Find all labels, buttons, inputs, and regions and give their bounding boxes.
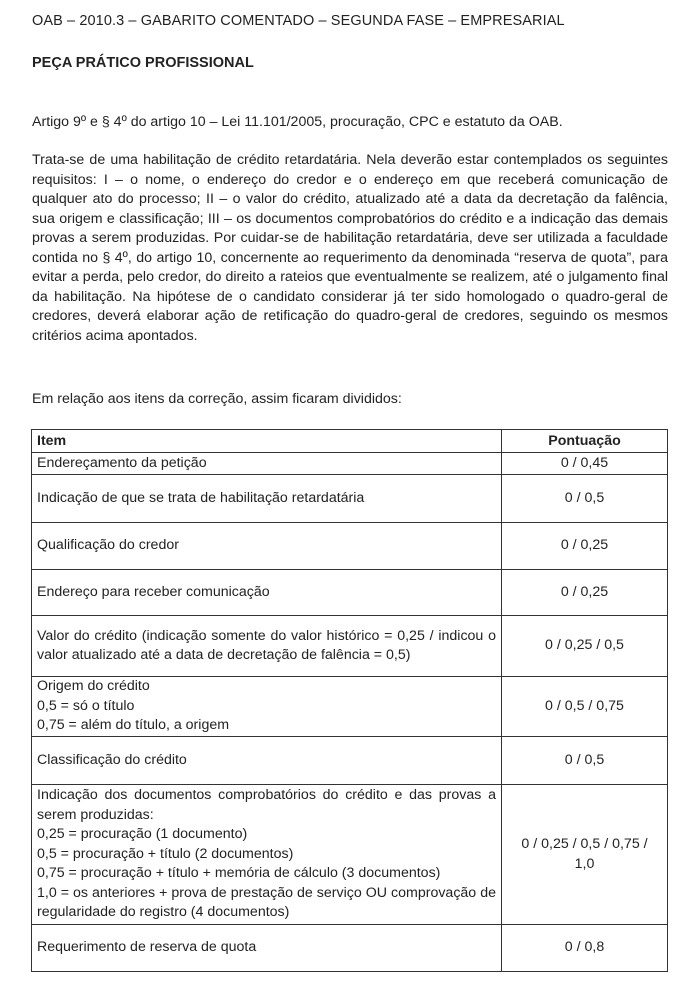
table-row (32, 523, 668, 570)
table-row (32, 570, 668, 616)
item-cell (32, 453, 502, 475)
score-cell (502, 475, 668, 523)
item-cell (32, 925, 502, 972)
table-intro: Em relação aos itens da correção, assim ficaram divididos: (32, 391, 402, 407)
score-cell (502, 925, 668, 972)
item-line: 0,5 = só o título (37, 697, 135, 714)
document-header: OAB – 2010.3 – GABARITO COMENTADO – SEGUNDA FASE – EMPRESARIAL (32, 13, 565, 29)
score-line: 0 / 0,45 (560, 454, 609, 471)
item-line: Requerimento de reserva de quota (37, 939, 257, 956)
item-line: 0,75 = além do título, a origem (37, 717, 230, 734)
section-title: PEÇA PRÁTICO PROFISSIONAL (32, 55, 254, 71)
table-header-row (32, 430, 668, 453)
item-cell (32, 616, 502, 677)
score-cell (502, 677, 668, 737)
item-cell (32, 475, 502, 523)
item-cell (32, 677, 502, 737)
item-cell (32, 570, 502, 616)
score-cell (502, 737, 668, 785)
item-column-header: Item (32, 430, 502, 453)
score-line: 0 / 0,25 (560, 583, 609, 600)
score-column-header: Pontuação (502, 430, 668, 453)
score-cell (502, 570, 668, 616)
scoring-table (31, 429, 668, 972)
item-line: 0,75 = procuração + título + memória de cálculo (3 documentos) (37, 865, 441, 882)
item-line: Classificação do crédito (37, 751, 187, 768)
score-cell (502, 616, 668, 677)
score-line: 0 / 0,25 / 0,5 (545, 637, 624, 654)
score-cell (502, 453, 668, 475)
item-line: Endereço para receber comunicação (37, 583, 270, 600)
commentary-paragraph: Trata-se de uma habilitação de crédito retardatária. Nela deverão estar contemplados os seguintes requisitos: I – o nome, o endereço do credor e o endereço em que receberá comunicação de qualquer ato do processo; II – o valor do crédito, atualizado até a data da decretação da falência, sua origem e classificação; III – os documentos comprobatórios do crédito e a indicação das demais provas a serem produzidas. Por cuidar-se de habilitação retardatária, deve ser utilizada a faculdade contida no § 4º, do artigo 10, concernente ao requerimento da denominada “reserva de quota”, para evitar a perda, pelo credor, do direito a rateios que eventualmente se realizem, até o julgamento final da habilitação. Na hipótese de o candidato considerar já ter sido homologado o quadro-geral de credores, deverá elaborar ação de retificação do quadro-geral de credores, seguindo os mesmos critérios acima apontados. (32, 152, 668, 344)
item-line: 0,25 = procuração (1 documento) (37, 826, 248, 843)
legal-basis: Artigo 9º e § 4º do artigo 10 – Lei 11.101/2005, procuração, CPC e estatuto da OAB. (32, 114, 563, 130)
item-cell (32, 523, 502, 570)
item-cell (32, 785, 502, 925)
item-line: Indicação dos documentos comprobatórios do crédito e das provas a serem produzidas: (37, 787, 496, 823)
table-row (32, 616, 668, 677)
table-row (32, 785, 668, 925)
table-row (32, 925, 668, 972)
item-line: 0,5 = procuração + título (2 documentos) (37, 845, 294, 862)
score-cell (502, 785, 668, 925)
score-line: 1,0 (574, 855, 595, 872)
item-line: Origem do crédito (37, 678, 150, 695)
item-cell (32, 737, 502, 785)
item-line: Valor do crédito (indicação somente do valor histórico = 0,25 / indicou o valor atualizado até a data de decretação de falência = 0,5) (37, 627, 496, 663)
score-line: 0 / 0,25 (560, 537, 609, 554)
item-line: Endereçamento da petição (37, 454, 207, 471)
score-line: 0 / 0,5 / 0,75 (545, 697, 624, 714)
table-row (32, 677, 668, 737)
score-line: 0 / 0,8 (564, 939, 605, 956)
item-line: 1,0 = os anteriores + prova de prestação de serviço OU comprovação de regularidade do registro (4 documentos) (37, 884, 496, 921)
item-line: Indicação de que se trata de habilitação retardatária (37, 489, 365, 506)
score-line: 0 / 0,5 (564, 489, 605, 506)
table-row (32, 737, 668, 785)
table-row (32, 475, 668, 523)
table-row (32, 453, 668, 475)
score-line: 0 / 0,5 (564, 751, 605, 768)
item-line: Qualificação do credor (37, 537, 179, 554)
score-cell (502, 523, 668, 570)
score-line: 0 / 0,25 / 0,5 / 0,75 / (521, 836, 648, 852)
